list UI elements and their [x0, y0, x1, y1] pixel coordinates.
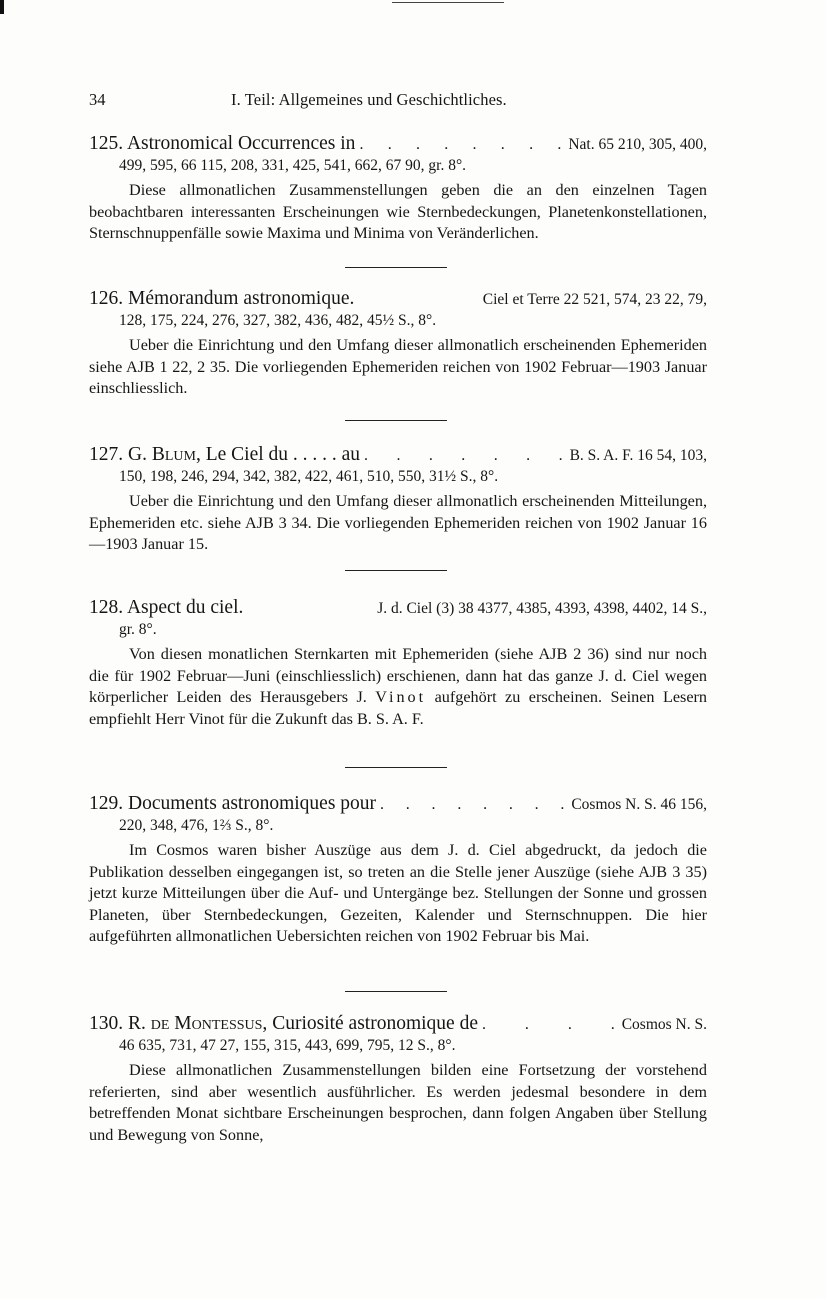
entry-spaced-name: Vinot [375, 688, 427, 706]
entry-title: Aspect du ciel. [126, 597, 244, 618]
entry-text: Von diesen monatlichen Sternkarten mit Ephemeriden (siehe AJB 2 36) sind nur noch die für 1902 Februar—Juni (einschliesslich) erschienen, dann hat das ganze J. d. Ciel wegen körperlicher Leiden des Herausgebers J. [89, 645, 707, 706]
page-header [89, 90, 707, 112]
entry-paragraph: Diese allmonatlichen Zusammenstellungen geben die an den einzelnen Tagen beobachtbaren interessanten Erscheinungen wie Sternbedeckungen, Planetenkonstellationen, Sternschnuppenfälle sowie Maxima und Minima von Veränderlichen. [89, 181, 707, 242]
entry-reference-continued: 150, 198, 246, 294, 342, 382, 422, 461, 510, 550, 31½ S., 8°. [119, 468, 499, 485]
entry-reference-continued: 220, 348, 476, 1⅔ S., 8°. [119, 817, 274, 834]
entry-heading [89, 444, 707, 467]
top-rule [392, 2, 504, 3]
entry-number: 129. [89, 793, 124, 814]
leader-dots: . . . . . . . [364, 447, 566, 464]
entry-paragraph: Ueber die Einrichtung und den Umfang dieser allmonatlich erscheinenden Ephemeriden siehe AJB 1 22, 2 35. Die vorliegenden Ephemeriden reichen von 1902 Februar—1903 Januar einschliesslich. [89, 336, 707, 397]
entry-reference: Nat. 65 210, 305, 400, [568, 136, 707, 153]
entry-body [89, 491, 707, 556]
entry-reference: Ciel et Terre 22 521, 574, 23 22, 79, [482, 291, 707, 308]
separator-rule [345, 991, 447, 992]
separator-rule [345, 267, 447, 268]
entry-paragraph: Ueber die Einrichtung und den Umfang dieser allmonatlich erscheinenden Mitteilungen, Ephemeriden etc. siehe AJB 3 34. Die vorliegenden Ephemeriden reichen von 1902 Januar 16—1903 Januar 15. [89, 492, 707, 553]
entry-author: G. Blum, [128, 444, 201, 465]
entry-body [89, 1060, 707, 1146]
entry-title: Mémorandum astronomique. [128, 288, 355, 309]
entry-paragraph: Diese allmonatlichen Zusammenstellungen bilden eine Fortsetzung der vorstehend referierten, sind aber wesentlich ausführlicher. Es werden jedesmal besondere in dem betreffenden Monat sichtbare Erscheinungen besprochen, dann folgen Angaben über Stellung und Bewegung von Sonne, [89, 1061, 707, 1144]
entry-126 [89, 288, 707, 400]
entry-number: 127. [89, 444, 124, 465]
separator-rule [345, 570, 447, 571]
entry-number: 126. [89, 288, 124, 309]
entry-reference-continued: 128, 175, 224, 276, 327, 382, 436, 482, 45½ S., 8°. [119, 312, 437, 329]
entry-heading [89, 288, 707, 311]
entry-number: 130. [89, 1013, 124, 1034]
page-number: 34 [89, 90, 106, 109]
entry-paragraph [89, 644, 707, 730]
entry-reference: Cosmos N. S. 46 156, [571, 796, 707, 813]
entry-heading [89, 793, 707, 816]
separator-rule [345, 420, 447, 421]
entry-reference: J. d. Ciel (3) 38 4377, 4385, 4393, 4398, 4402, 14 S., [377, 600, 707, 617]
entry-heading [89, 1013, 707, 1036]
running-title: I. Teil: Allgemeines und Geschichtliches. [231, 90, 507, 109]
entry-body [89, 840, 707, 948]
entry-author: R. de Montessus, [128, 1013, 268, 1034]
entry-129 [89, 793, 707, 948]
leader-dots: . . . . [482, 1016, 618, 1033]
entry-reference-continued: 46 635, 731, 47 27, 155, 315, 443, 699, 795, 12 S., 8°. [119, 1037, 456, 1054]
entry-text: aufgehört zu erscheinen. Seinen Lesern empfiehlt Herr Vinot für die Zukunft das B. S. A. F. [89, 688, 707, 728]
entry-body [89, 644, 707, 730]
entry-heading [89, 133, 707, 156]
entry-number: 125. [89, 133, 124, 154]
entry-paragraph: Im Cosmos waren bisher Auszüge aus dem J. d. Ciel abgedruckt, da jedoch die Publikation desselben eingegangen ist, so treten an die Stelle jener Auszüge (siehe AJB 3 35) jetzt kurze Mitteilungen über die Auf- und Untergänge bez. Stellungen der Sonne und grossen Planeten, über Sternbedeckungen, Gezeiten, Kalender und Sternschnuppen. Die hier aufgeführten allmonatlichen Uebersichten reichen von 1902 Februar bis Mai. [89, 841, 707, 945]
entry-127 [89, 444, 707, 556]
entry-reference-continued: 499, 595, 66 115, 208, 331, 425, 541, 662, 67 90, gr. 8°. [119, 157, 467, 174]
page-edge-mark [0, 0, 4, 14]
separator-rule [345, 767, 447, 768]
entry-130 [89, 1013, 707, 1146]
leader-dots: . . . . . . . . [359, 136, 565, 153]
entry-128 [89, 597, 707, 730]
entry-title: Le Ciel du . . . . . au [205, 444, 361, 465]
entry-reference: Cosmos N. S. [621, 1016, 707, 1033]
entry-title: Curiosité astronomique de [272, 1013, 478, 1034]
entry-reference: B. S. A. F. 16 54, 103, [569, 447, 707, 464]
entry-body [89, 180, 707, 245]
entry-body [89, 335, 707, 400]
leader-dots: . . . . . . . . [380, 796, 568, 813]
entry-reference-continued: gr. 8°. [119, 621, 157, 638]
entry-125 [89, 133, 707, 245]
entry-heading [89, 597, 707, 620]
entry-number: 128. [89, 597, 124, 618]
entry-title: Documents astronomiques pour [128, 793, 377, 814]
entry-title: Astronomical Occurrences in [126, 133, 356, 154]
